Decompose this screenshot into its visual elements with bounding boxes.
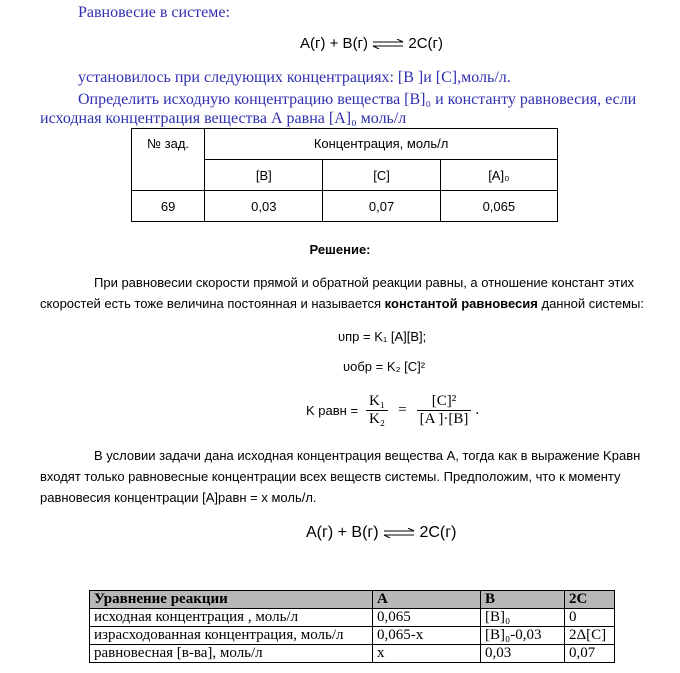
reaction-equation-2 [306, 524, 456, 542]
rate-forward-equation: υпр = K₁ [A][B]; [338, 329, 427, 344]
intro-task-line1: Определить исходную концентрацию вещества [B]₀ и константу равновесия, если [78, 91, 637, 108]
reaction-left: A(г) + B(г) [306, 524, 379, 541]
reaction-right: 2C(г) [419, 524, 457, 541]
cell-c: 0,07 [323, 191, 440, 222]
para2-line2: входят только равновесные концентрации всех веществ системы. Предположим, что к моменту [40, 469, 621, 484]
para1-line2 [40, 296, 644, 311]
para1-line1: При равновесии скорости прямой и обратной реакции равны, а отношение констант этих [94, 275, 635, 290]
para1-text-a: скоростей есть тоже величина постоянная и называется [40, 296, 385, 311]
row-label: равновесная [в-ва], моль/л [90, 645, 373, 663]
reaction-table [89, 590, 615, 663]
reaction-left: A(г) + B(г) [300, 35, 369, 52]
rate-reverse-equation: υобр = K₂ [C]² [343, 359, 426, 374]
k-num: K₁ [366, 393, 388, 411]
table-row [90, 609, 615, 627]
col-b: [B] [205, 160, 323, 191]
reaction-right: 2C(г) [408, 35, 444, 52]
header-a: A [373, 591, 481, 609]
concentration-table [131, 128, 558, 222]
k-num2: [C]² [417, 393, 472, 411]
cell-a0: 0,065 [440, 191, 557, 222]
para1-bold-term: константой равновесия [384, 296, 538, 311]
row-label: израсходованная концентрация, моль/л [90, 627, 373, 645]
intro-established: установилось при следующих концентрациях: [B ]и [C],моль/л. [78, 69, 511, 86]
k-den: K₂ [369, 411, 386, 427]
para1-text-b: данной системы: [537, 296, 644, 311]
intro-heading: Равновесие в системе: [78, 4, 230, 21]
equilibrium-arrow-icon [383, 528, 415, 538]
cell-b: [B]₀ [481, 609, 565, 627]
header-concentration: Концентрация, моль/л [205, 129, 558, 160]
k-ratio-fraction [366, 393, 388, 428]
header-reaction: Уравнение реакции [90, 591, 373, 609]
col-c: [C] [323, 160, 440, 191]
equilibrium-arrow-icon [372, 39, 404, 49]
cell-b: 0,03 [205, 191, 323, 222]
reaction-equation-1 [300, 35, 443, 52]
row-label: исходная концентрация , моль/л [90, 609, 373, 627]
table-row [90, 627, 615, 645]
k-label: K равн = [306, 403, 359, 418]
equilibrium-constant-expression: K равн = $\frac{\text{K₁}}{\text{K₂}}$ = $\frac{\text{[C]²}}{[A ]\cdot[B]}$ . [306, 393, 480, 427]
intro-task-line2: исходная концентрация вещества А равна [A]₀ моль/л [40, 110, 407, 127]
k-concentration-fraction [417, 393, 472, 428]
cell-b: [B]₀-0,03 [481, 627, 565, 645]
cell-2c: 2Δ[C] [565, 627, 615, 645]
table-row [132, 191, 558, 222]
cell-a: 0,065-x [373, 627, 481, 645]
para2-line1: В условии задачи дана исходная концентрация вещества А, тогда как в выражение Kравн [94, 448, 641, 463]
solution-title: Решение: [309, 242, 371, 257]
para2-line3: равновесия концентрации [A]равн = x моль/л. [40, 490, 317, 505]
table-row [90, 645, 615, 663]
col-a0: [A]₀ [440, 160, 557, 191]
cell-a: x [373, 645, 481, 663]
header-task-number: № зад. [132, 129, 205, 191]
table-header-row [90, 591, 615, 609]
cell-b: 0,03 [481, 645, 565, 663]
header-b: B [481, 591, 565, 609]
cell-task-number: 69 [132, 191, 205, 222]
k-den2: [A ]·[B] [419, 411, 469, 427]
cell-2c: 0 [565, 609, 615, 627]
header-2c: 2C [565, 591, 615, 609]
k-equals: = [398, 402, 407, 418]
cell-a: 0,065 [373, 609, 481, 627]
cell-2c: 0,07 [565, 645, 615, 663]
